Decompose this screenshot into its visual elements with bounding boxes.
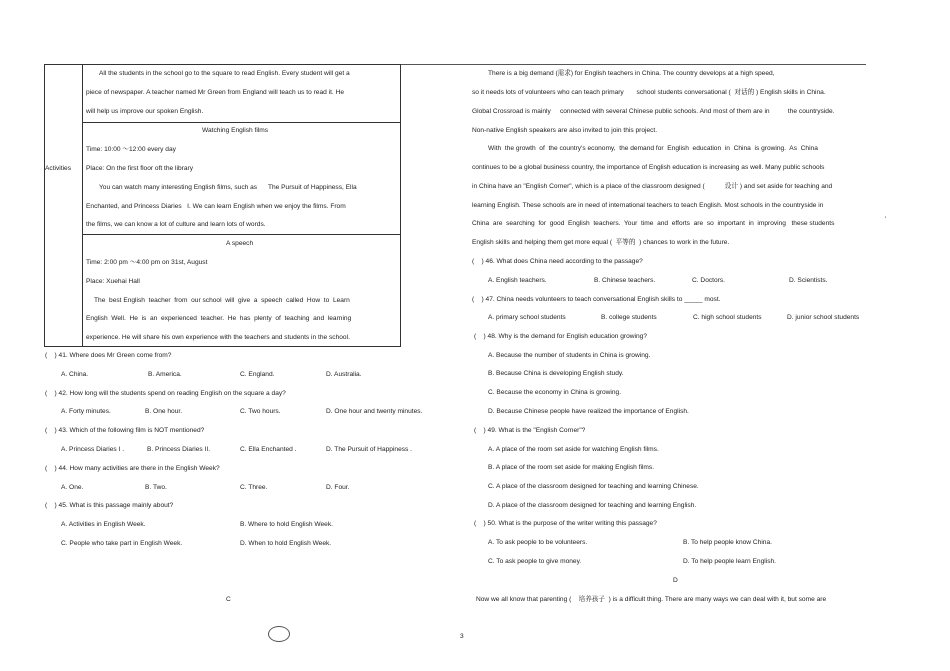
question-stem: ( ) 48. Why is the demand for English education growing? — [474, 333, 647, 340]
question-option: D. Because Chinese people have realized the importance of English. — [488, 408, 689, 415]
question-option: B. Two. — [145, 484, 167, 491]
question-option: D. When to hold English Week. — [240, 540, 332, 547]
question-stem: ( ) 43. Which of the following film is NOT mentioned? — [45, 427, 205, 434]
activity-title: Watching English films — [202, 127, 269, 134]
passage-line: China are searching for good English teachers. Your time and efforts are so important in improving these students — [472, 220, 835, 227]
question-option: D. Australia. — [326, 371, 362, 378]
passage-line: so it needs lots of volunteers who can teach primary school students conversational ( 对话的 ) English skills in China. — [472, 89, 826, 96]
passage-line: With the growth of the country's economy, the demand for English education in China is growing. As China — [488, 145, 818, 152]
question-option: C. Doctors. — [692, 277, 725, 284]
activity-title: A speech — [226, 240, 254, 247]
table-column-divider — [82, 64, 83, 347]
passage-line: in China have an "English Corner", which is a place of the classroom designed ( 设计 ) and set aside for teaching and — [472, 183, 833, 190]
passage-line: Global Crossroad is mainly connected with several Chinese public schools. And most of them are in the countryside. — [472, 108, 835, 115]
table-text: Time: 2:00 pm ～4:00 pm on 31st, August — [86, 259, 208, 266]
question-option: A. A place of the room set aside for watching English films. — [488, 446, 659, 453]
passage-line: English skills and helping them get more equal ( 平等的 ) chances to work in the future. — [472, 239, 730, 246]
question-option: C. A place of the classroom designed for teaching and learning Chinese. — [488, 483, 699, 490]
page-number: 3 — [460, 633, 464, 640]
table-text: You can watch many interesting English films, such as The Pursuit of Happiness, Ella — [99, 184, 357, 191]
table-row-label: Activities — [45, 165, 72, 172]
question-stem: ( ) 47. China needs volunteers to teach conversational English skills to _____ most. — [472, 296, 721, 303]
question-option: B. college students — [601, 314, 657, 321]
table-text: Place: Xuehai Hall — [86, 278, 140, 285]
table-text: Time: 10:00 ～12:00 every day — [86, 146, 176, 153]
table-text: will help us improve our spoken English. — [86, 108, 204, 115]
question-option: C. Three. — [240, 484, 268, 491]
passage-line: continues to be a global business country, the importance of English education is increasing as well. Many public schools — [472, 164, 825, 171]
passage-line: Now we all know that parenting ( 培养孩子 ) is a difficult thing. There are many ways we can deal with it, but some are — [476, 596, 827, 603]
table-row-divider — [82, 122, 401, 123]
question-option: A. English teachers. — [488, 277, 547, 284]
table-text: All the students in the school go to the square to read English. Every student will get a — [99, 70, 350, 77]
question-option: C. Ella Enchanted . — [240, 446, 297, 453]
question-option: C. To ask people to give money. — [488, 558, 582, 565]
question-option: B. To help people know China. — [683, 539, 772, 546]
section-letter: D — [673, 577, 678, 584]
question-option: A. Princess Diaries I . — [61, 446, 125, 453]
question-stem: ( ) 44. How many activities are there in the English Week? — [45, 465, 220, 472]
question-stem: ( ) 49. What is the "English Corner"? — [474, 427, 586, 434]
question-option: B. Where to hold English Week. — [240, 521, 333, 528]
question-option: C. People who take part in English Week. — [61, 540, 183, 547]
passage-line: learning English. These schools are in need of international teachers to teach English. Most schools in the countryside in — [472, 202, 824, 209]
question-option: B. America. — [148, 371, 182, 378]
question-option: B. Chinese teachers. — [594, 277, 656, 284]
question-option: D. Scientists. — [789, 277, 828, 284]
question-option: B. One hour. — [145, 408, 183, 415]
question-option: A. Because the number of students in China is growing. — [488, 352, 651, 359]
question-option: D. A place of the classroom designed for teaching and learning English. — [488, 502, 697, 509]
question-option: A. primary school students — [488, 314, 566, 321]
passage-line: There is a big demand (需求) for English teachers in China. The country develops at a high speed, — [488, 70, 775, 77]
question-option: A. One. — [61, 484, 84, 491]
question-option: C. Because the economy in China is growing. — [488, 389, 622, 396]
question-option: D. junior school students — [787, 314, 860, 321]
question-option: B. Princess Diaries II. — [147, 446, 211, 453]
question-option: C. Two hours. — [240, 408, 281, 415]
question-option: D. To help people learn English. — [683, 558, 776, 565]
question-option: A. China. — [61, 371, 89, 378]
question-option: B. A place of the room set aside for making English films. — [488, 464, 655, 471]
table-text: English Well. He is an experienced teacher. He has plenty of teaching and learning — [86, 315, 352, 322]
question-stem: ( ) 45. What is this passage mainly about? — [45, 502, 174, 509]
section-letter: C — [226, 596, 231, 603]
passage-line: Non-native English speakers are also invited to join this project. — [472, 127, 658, 134]
table-text: Place: On the first floor oft the library — [86, 165, 194, 172]
question-option: A. To ask people to be volunteers. — [488, 539, 588, 546]
question-option: C. England. — [240, 371, 275, 378]
question-stem: ( ) 42. How long will the students spend on reading English on the square a day? — [45, 390, 286, 397]
question-option: B. Because China is developing English study. — [488, 370, 624, 377]
question-stem: ( ) 46. What does China need according to the passage? — [472, 258, 643, 265]
question-option: D. The Pursuit of Happiness . — [326, 446, 413, 453]
table-text: The best English teacher from our school will give a speech called How to Learn — [94, 297, 350, 304]
table-text: Enchanted, and Princess Diaries I. We can learn English when we enjoy the films. From — [86, 203, 346, 210]
question-option: C. high school students — [693, 314, 762, 321]
table-text: piece of newspaper. A teacher named Mr Green from England will teach us to read it. He — [86, 89, 345, 96]
table-row-divider — [82, 234, 401, 235]
table-text: experience. He will share his own experience with the teachers and students in the school. — [86, 334, 350, 341]
question-option: A. Activities in English Week. — [61, 521, 146, 528]
question-option: D. One hour and twenty minutes. — [326, 408, 423, 415]
logo-icon — [268, 626, 290, 642]
question-stem: ( ) 50. What is the purpose of the writer writing this passage? — [474, 520, 657, 527]
question-stem: ( ) 41. Where does Mr Green come from? — [45, 352, 172, 359]
stray-mark: ' — [885, 216, 887, 223]
question-option: D. Four. — [326, 484, 350, 491]
question-option: A. Forty minutes. — [61, 408, 111, 415]
table-text: the films, we can know a lot of culture and learn lots of words. — [86, 221, 266, 228]
